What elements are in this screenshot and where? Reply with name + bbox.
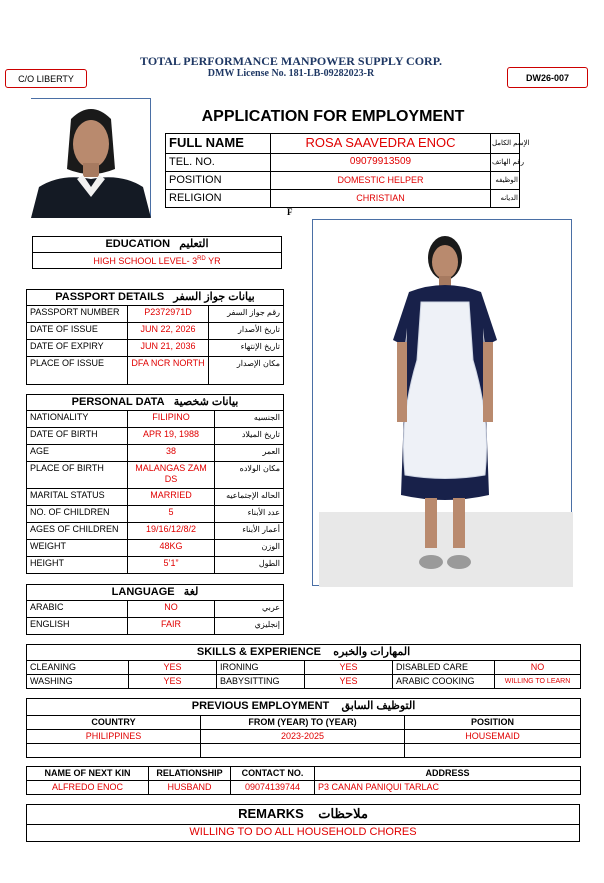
personal-row-ar: الطول bbox=[215, 557, 284, 574]
language-label: LANGUAGE bbox=[111, 586, 175, 598]
personal-row-label: NO. OF CHILDREN bbox=[27, 506, 128, 523]
employment-cell bbox=[27, 744, 201, 758]
personal-data-label: PERSONAL DATA bbox=[71, 396, 165, 408]
previous-employment-header bbox=[27, 699, 581, 716]
column-header: NAME OF NEXT KIN bbox=[27, 767, 149, 781]
skill-label: BABYSITTING bbox=[217, 675, 305, 689]
next-of-kin-table bbox=[26, 766, 581, 795]
personal-row-value: 5 bbox=[128, 506, 215, 523]
remarks-label: REMARKS bbox=[238, 806, 304, 821]
personal-row-value: FILIPINO bbox=[128, 411, 215, 428]
employment-cell: 2023-2025 bbox=[201, 730, 405, 744]
reference-tag: DW26-007 bbox=[507, 67, 588, 88]
license-number: DMW License No. 181-LB-09282023-R bbox=[207, 68, 375, 79]
skill-value: YES bbox=[129, 661, 217, 675]
personal-data-label-ar: بيانات شخصية bbox=[173, 396, 239, 408]
personal-row-value: 19/16/12/8/2 bbox=[128, 523, 215, 540]
previous-employment-label: PREVIOUS EMPLOYMENT bbox=[191, 700, 330, 712]
personal-row-ar: عدد الأبناء bbox=[215, 506, 284, 523]
language-row-ar: إنجليزي bbox=[215, 618, 284, 635]
column-header: COUNTRY bbox=[27, 716, 201, 730]
remarks-table bbox=[26, 804, 580, 842]
passport-row-value: JUN 21, 2036 bbox=[128, 340, 209, 357]
personal-row-ar: الجنسيه bbox=[215, 411, 284, 428]
remarks-header bbox=[27, 805, 580, 825]
language-row-label: ARABIC bbox=[27, 601, 128, 618]
personal-row-ar: أعمار الأبناء bbox=[215, 523, 284, 540]
passport-row-value: DFA NCR NORTH bbox=[128, 357, 209, 385]
column-header: POSITION bbox=[405, 716, 581, 730]
previous-employment-label-ar: التوظيف السابق bbox=[341, 700, 416, 712]
skill-value: NO bbox=[495, 661, 581, 675]
main-info-table bbox=[165, 133, 530, 208]
passport-row-label: DATE OF EXPIRY bbox=[27, 340, 128, 357]
position-label: POSITION bbox=[166, 172, 271, 190]
passport-label-ar: بيانات جواز السفر bbox=[173, 291, 255, 303]
personal-row-value: MALANGAS ZAM DS bbox=[128, 462, 215, 489]
education-label: EDUCATION bbox=[105, 238, 171, 250]
full-name-value: ROSA SAAVEDRA ENOC bbox=[271, 134, 491, 154]
education-label-ar: التعليم bbox=[179, 238, 209, 250]
passport-header bbox=[27, 290, 284, 306]
personal-row-label: PLACE OF BIRTH bbox=[27, 462, 128, 489]
skills-header bbox=[27, 645, 581, 661]
client-tag: C/O LIBERTY bbox=[5, 69, 87, 88]
column-header: FROM (YEAR) TO (YEAR) bbox=[201, 716, 405, 730]
language-row-value: NO bbox=[128, 601, 215, 618]
skill-label: ARABIC COOKING bbox=[393, 675, 495, 689]
tel-ar: رقم الهاتف bbox=[491, 154, 520, 172]
kin-name: ALFREDO ENOC bbox=[27, 781, 149, 795]
personal-row-label: AGES OF CHILDREN bbox=[27, 523, 128, 540]
employment-cell bbox=[405, 744, 581, 758]
skill-value: WILLING TO LEARN bbox=[495, 675, 581, 689]
passport-row-label: DATE OF ISSUE bbox=[27, 323, 128, 340]
skills-label-ar: المهارات والخبره bbox=[333, 646, 411, 658]
tel-value: 09079913509 bbox=[271, 154, 491, 172]
religion-ar: الديانه bbox=[491, 190, 520, 208]
previous-employment-table bbox=[26, 698, 581, 758]
passport-row-ar: رقم جواز السفر bbox=[209, 306, 284, 323]
column-header: ADDRESS bbox=[315, 767, 581, 781]
education-table bbox=[32, 236, 282, 269]
applicant-full-body-photo bbox=[312, 219, 572, 586]
employment-cell bbox=[201, 744, 405, 758]
full-name-ar: الإسم الكامل bbox=[491, 134, 520, 154]
education-year: YR bbox=[205, 256, 221, 266]
personal-row-ar: العمر bbox=[215, 445, 284, 462]
passport-label: PASSPORT DETAILS bbox=[55, 291, 165, 303]
passport-table bbox=[26, 289, 284, 385]
skill-value: YES bbox=[305, 675, 393, 689]
language-label-ar: لغة bbox=[183, 586, 199, 598]
skills-table bbox=[26, 644, 581, 689]
personal-row-value: 48KG bbox=[128, 540, 215, 557]
column-header: CONTACT NO. bbox=[231, 767, 315, 781]
passport-row-label: PLACE OF ISSUE bbox=[27, 357, 128, 385]
skill-value: YES bbox=[129, 675, 217, 689]
passport-row-label: PASSPORT NUMBER bbox=[27, 306, 128, 323]
kin-address: P3 CANAN PANIQUI TARLAC bbox=[315, 781, 581, 795]
kin-relationship: HUSBAND bbox=[149, 781, 231, 795]
employment-cell: HOUSEMAID bbox=[405, 730, 581, 744]
personal-row-value: APR 19, 1988 bbox=[128, 428, 215, 445]
personal-row-ar: الحاله الإجتماعيه bbox=[215, 489, 284, 506]
language-header bbox=[27, 585, 284, 601]
personal-data-table bbox=[26, 394, 284, 574]
language-row-ar: عربي bbox=[215, 601, 284, 618]
language-row-label: ENGLISH bbox=[27, 618, 128, 635]
remarks-label-ar: ملاحظات bbox=[318, 806, 368, 821]
remarks-value: WILLING TO DO ALL HOUSEHOLD CHORES bbox=[27, 825, 580, 842]
education-level: HIGH SCHOOL LEVEL- 3 bbox=[93, 256, 198, 266]
skills-label: SKILLS & EXPERIENCE bbox=[196, 646, 321, 658]
column-header: RELATIONSHIP bbox=[149, 767, 231, 781]
passport-row-ar: تاريخ الإنتهاء bbox=[209, 340, 284, 357]
personal-row-value: 38 bbox=[128, 445, 215, 462]
personal-row-value: MARRIED bbox=[128, 489, 215, 506]
personal-data-header bbox=[27, 395, 284, 411]
kin-contact: 09074139744 bbox=[231, 781, 315, 795]
skill-label: IRONING bbox=[217, 661, 305, 675]
personal-row-ar: الوزن bbox=[215, 540, 284, 557]
position-value: DOMESTIC HELPER bbox=[271, 172, 491, 190]
skill-label: WASHING bbox=[27, 675, 129, 689]
language-table bbox=[26, 584, 284, 635]
passport-row-value: P2372971D bbox=[128, 306, 209, 323]
passport-row-value: JUN 22, 2026 bbox=[128, 323, 209, 340]
personal-row-ar: مكان الولاده bbox=[215, 462, 284, 489]
education-value bbox=[33, 253, 282, 269]
personal-row-label: AGE bbox=[27, 445, 128, 462]
employment-cell: PHILIPPINES bbox=[27, 730, 201, 744]
form-title: APPLICATION FOR EMPLOYMENT bbox=[201, 108, 465, 125]
personal-row-label: MARITAL STATUS bbox=[27, 489, 128, 506]
stray-letter: F bbox=[287, 207, 293, 217]
applicant-headshot bbox=[31, 98, 151, 217]
religion-value: CHRISTIAN bbox=[271, 190, 491, 208]
skill-label: DISABLED CARE bbox=[393, 661, 495, 675]
tel-label: TEL. NO. bbox=[166, 154, 271, 172]
personal-row-label: HEIGHT bbox=[27, 557, 128, 574]
position-ar: الوظيفه bbox=[491, 172, 520, 190]
full-name-label: FULL NAME bbox=[166, 134, 271, 154]
personal-row-value: 5’1” bbox=[128, 557, 215, 574]
personal-row-label: DATE OF BIRTH bbox=[27, 428, 128, 445]
education-header bbox=[33, 237, 282, 253]
skill-value: YES bbox=[305, 661, 393, 675]
education-suffix: RD bbox=[197, 256, 206, 262]
personal-row-ar: تاريخ الميلاد bbox=[215, 428, 284, 445]
personal-row-label: WEIGHT bbox=[27, 540, 128, 557]
passport-row-ar: مكان الإصدار bbox=[209, 357, 284, 385]
language-row-value: FAIR bbox=[128, 618, 215, 635]
passport-row-ar: تاريخ الأصدار bbox=[209, 323, 284, 340]
personal-row-label: NATIONALITY bbox=[27, 411, 128, 428]
religion-label: RELIGION bbox=[166, 190, 271, 208]
skill-label: CLEANING bbox=[27, 661, 129, 675]
company-name: TOTAL PERFORMANCE MANPOWER SUPPLY CORP. bbox=[140, 54, 442, 68]
